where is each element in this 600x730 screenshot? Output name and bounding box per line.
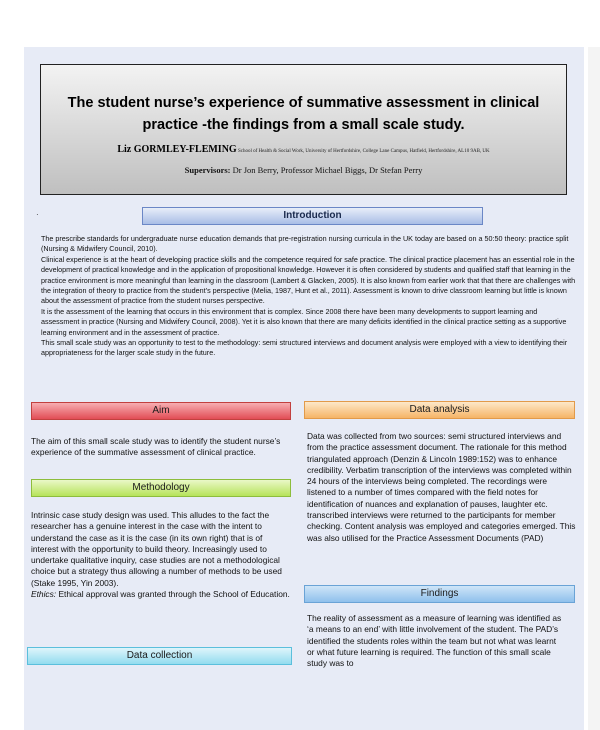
section-heading-data-collection: Data collection	[27, 647, 292, 665]
supervisors-names: Dr Jon Berry, Professor Michael Biggs, Dr Stefan Perry	[232, 165, 423, 175]
aim-text	[31, 436, 286, 459]
author-line	[41, 144, 566, 155]
supervisors-line	[41, 165, 566, 175]
ethics-label: Ethics:	[31, 589, 57, 600]
methodology-text	[31, 510, 291, 600]
supervisors-label: Supervisors:	[184, 165, 231, 175]
methodology-paragraph: Intrinsic case study design was used. This alludes to the fact the researcher has a genuine interest in the case with the intent to understand the case as it is the case (in its own right) that is of interest with the opportunity to build theory. Increasingly used to undertake qualitative inquiry, case studies are not a methodological choice but a strategy thus allowing a number of methods to be used (Stake 1995, Yin 2003).	[31, 510, 282, 588]
ethics-paragraph	[31, 589, 291, 600]
intro-paragraph: This small scale study was an opportunity to test to the methodology: semi structured interviews and document analysis were employed with a view to identifying their appropriateness for the larger scale study in the future.	[41, 338, 568, 358]
section-heading-introduction: Introduction	[142, 207, 483, 225]
data-analysis-paragraph: Data was collected from two sources: semi structured interviews and from the practice assessment document. The rationale for this method triangulated approach (Denzin & Lincoln 1989:152) was to enhance credibility. Verbatim transcription of the interviews was completed within 24 hours of the interviews being completed. The recordings were listened to a number of times compared with the field notes for identification of nuances and explanation of pauses, laughter etc. transcribed interviews were returned to the participants for member checking. Content analysis was employed and categories emerged. This was also utilised for the Practice Assessment Documents (PAD)	[307, 431, 576, 543]
aim-paragraph: The aim of this small scale study was to identify the student nurse’s experience of the summative assessment of clinical practice.	[31, 436, 281, 458]
section-heading-aim: Aim	[31, 402, 291, 420]
poster-title: The student nurse’s experience of summative assessment in clinical practice -the findings from a small scale study.	[67, 95, 540, 133]
page-scrollbar[interactable]	[588, 47, 600, 730]
introduction-text	[41, 234, 576, 359]
findings-paragraph: The reality of assessment as a measure of learning was identified as ‘a means to an end’ with little involvement of the student. The PAD’s identified the students roles within the team but not what was learnt or what future learning is required. The function of this small scale study was to	[307, 613, 562, 669]
title-banner	[40, 64, 567, 195]
author-name: Liz GORMLEY-FLEMING	[117, 144, 237, 155]
section-heading-data-analysis: Data analysis	[304, 401, 575, 419]
bullet-mark: ·	[36, 210, 39, 219]
ethics-text: Ethical approval was granted through the School of Education.	[56, 589, 290, 600]
data-analysis-text	[307, 431, 577, 544]
section-heading-methodology: Methodology	[31, 479, 291, 497]
poster	[24, 47, 584, 730]
intro-paragraph: The prescribe standards for undergraduate nurse education demands that pre-registration nursing curricula in the UK today are based on a 50:50 theory: practice split (Nursing & Midwifery Council, 2010).	[41, 234, 569, 254]
section-heading-findings: Findings	[304, 585, 575, 603]
author-affiliation: School of Health & Social Work, University of Hertfordshire, College Lane Campus, Hatfield, Hertfordshire, AL10 9AB, UK	[237, 149, 490, 154]
intro-paragraph: It is the assessment of the learning that occurs in this environment that is complex. Since 2008 there have been many developments to support learning and assessment in practice (Nursing and Midwifery Council, 2008). Yet it is also known that there are many deficits identified in the clinical practice setting as a supportive learning environment and in the assessment of practice.	[41, 306, 567, 337]
intro-paragraph: Clinical experience is at the heart of developing practice skills and the competence required for safe practice. The clinical practice placement has an essential role in the development of practical knowledge and in the application of propositional knowledge. However it is often considered by students and qualified staff that learning in the practice environment is more meaningful than learning in the classroom (Lambert & Glacken, 2005). It is also known from earlier work that that there are challenges with the integration of theory to practice from the student’s perspective (Melia, 1987, Hunt et al., 2011). Assessment is known to drive classroom learning but little is known about the assessment of practice from the student nurses perspective.	[41, 254, 576, 306]
findings-text	[307, 613, 562, 669]
